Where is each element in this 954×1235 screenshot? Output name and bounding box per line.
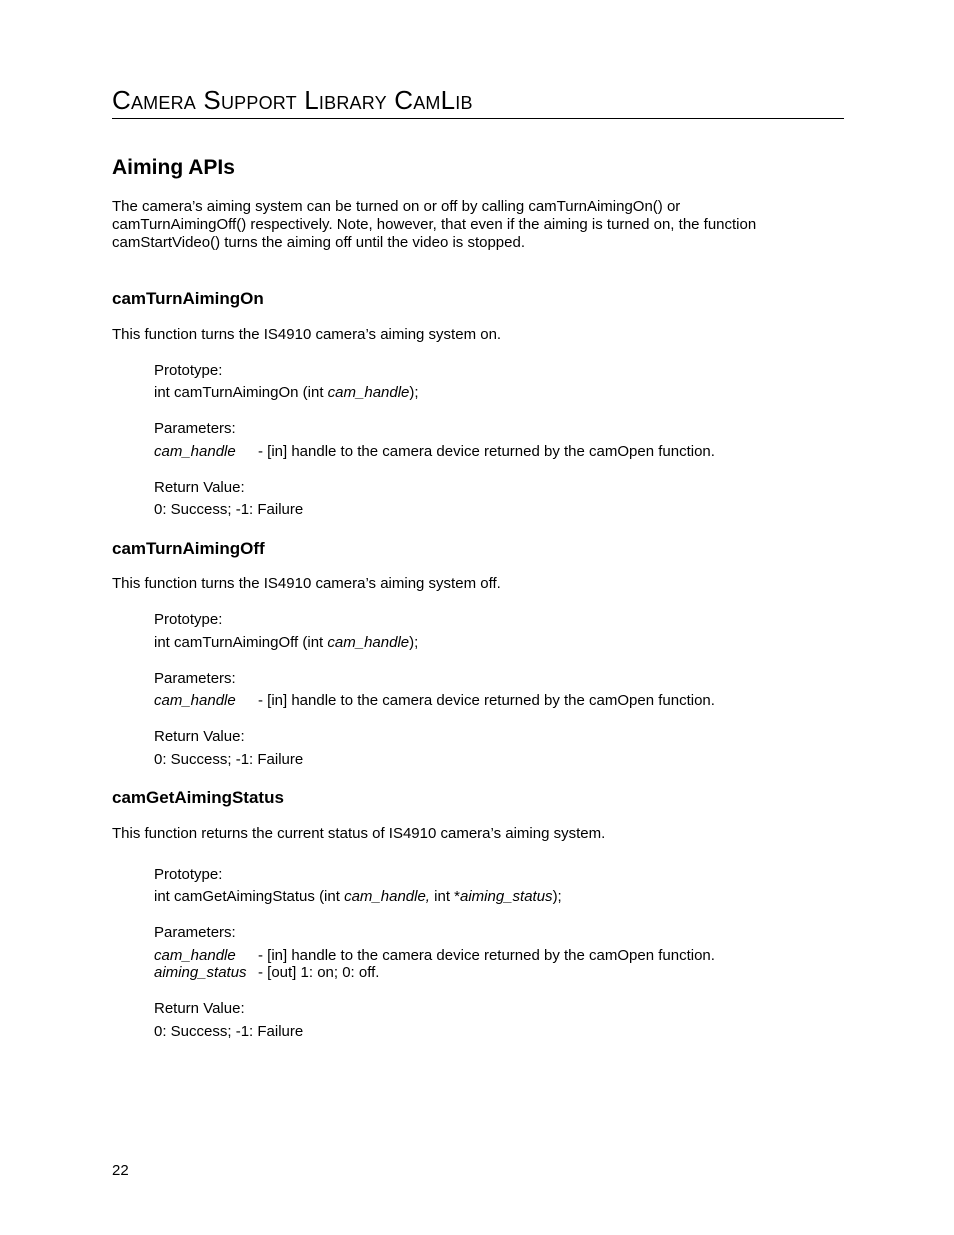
function-heading: camGetAimingStatus [112, 788, 284, 807]
intro-line: camTurnAimingOff() respectively. Note, however, that even if the aiming is turned on, the function [112, 216, 757, 233]
return-label: Return Value: [154, 728, 245, 745]
return-value: 0: Success; -1: Failure [154, 751, 304, 768]
function-description: This function turns the IS4910 camera’s aiming system off. [112, 575, 501, 592]
parameter-row [154, 964, 379, 982]
section-intro [112, 198, 812, 252]
prototype-arg: cam_handle, [344, 888, 430, 905]
parameter-row [154, 947, 715, 965]
function-description: This function returns the current status of IS4910 camera’s aiming system. [112, 825, 606, 842]
intro-line: The camera’s aiming system can be turned on or off by calling camTurnAimingOn() or [112, 198, 681, 215]
return-label: Return Value: [154, 479, 245, 496]
parameter-name: cam_handle [154, 947, 236, 964]
prototype-arg: cam_handle [327, 634, 410, 651]
parameters-label: Parameters: [154, 420, 236, 437]
parameter-desc: - [in] handle to the camera device returned by the camOpen function. [258, 692, 715, 709]
prototype-arg: cam_handle [327, 384, 410, 401]
return-value: 0: Success; -1: Failure [154, 1023, 304, 1040]
parameter-desc: - [out] 1: on; 0: off. [258, 964, 380, 981]
return-value: 0: Success; -1: Failure [154, 501, 304, 518]
prototype-signature [154, 634, 418, 652]
prototype-prefix: int camTurnAimingOn (int [154, 384, 328, 401]
function-description: This function turns the IS4910 camera’s aiming system on. [112, 326, 502, 343]
parameter-name: cam_handle [154, 692, 236, 709]
parameter-name: aiming_status [154, 964, 247, 981]
prototype-label: Prototype: [154, 611, 223, 628]
function-heading: camTurnAimingOff [112, 539, 265, 558]
prototype-arg: aiming_status [460, 888, 553, 905]
section-title: Aiming APIs [112, 156, 235, 179]
prototype-mid: int * [429, 888, 460, 905]
parameter-desc: - [in] handle to the camera device returned by the camOpen function. [258, 947, 715, 964]
parameter-row [154, 692, 715, 710]
prototype-signature [154, 384, 419, 402]
intro-line: camStartVideo() turns the aiming off until the video is stopped. [112, 234, 526, 251]
prototype-prefix: int camGetAimingStatus (int [154, 888, 345, 905]
page-number: 22 [112, 1162, 129, 1179]
chapter-title: Camera Support Library CamLib [112, 84, 844, 119]
parameters-label: Parameters: [154, 670, 236, 687]
prototype-prefix: int camTurnAimingOff (int [154, 634, 328, 651]
prototype-suffix: ); [552, 888, 562, 905]
prototype-suffix: ); [409, 384, 419, 401]
parameter-row [154, 443, 715, 461]
return-label: Return Value: [154, 1000, 245, 1017]
prototype-label: Prototype: [154, 866, 223, 883]
prototype-signature [154, 888, 562, 906]
function-heading: camTurnAimingOn [112, 289, 264, 308]
prototype-suffix: ); [409, 634, 419, 651]
parameter-name: cam_handle [154, 443, 236, 460]
parameters-label: Parameters: [154, 924, 236, 941]
parameter-desc: - [in] handle to the camera device returned by the camOpen function. [258, 443, 715, 460]
prototype-label: Prototype: [154, 362, 223, 379]
